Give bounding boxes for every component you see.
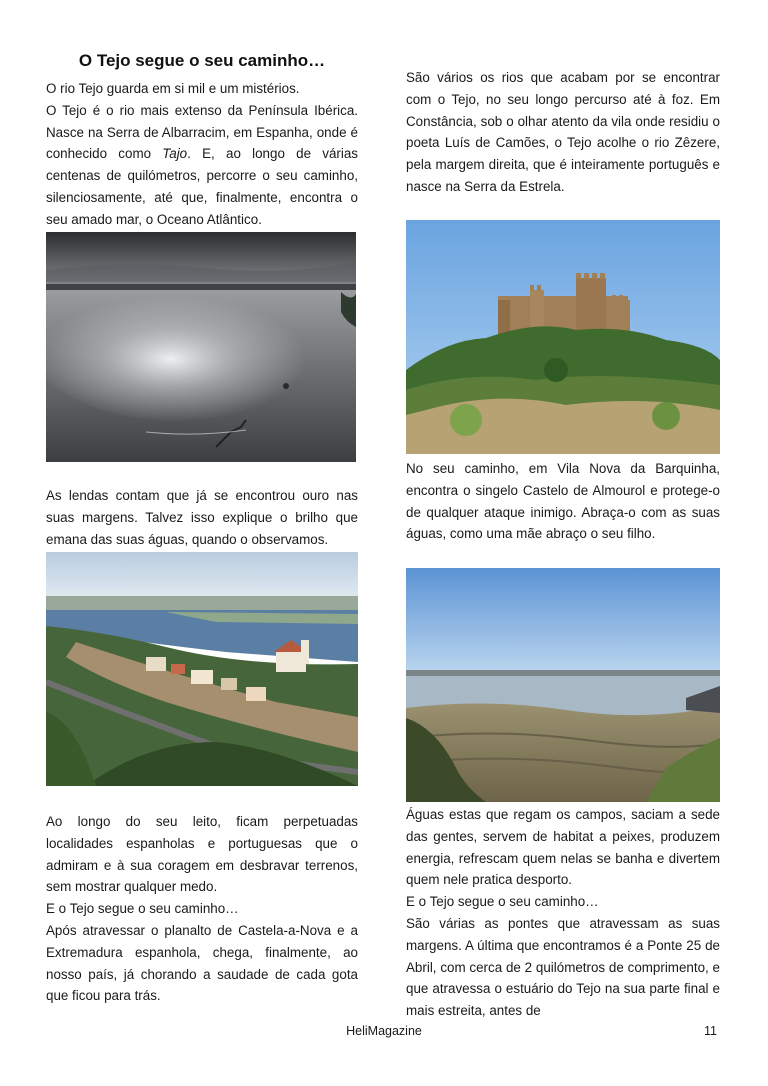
refrain-left: E o Tejo segue o seu caminho… [46, 901, 239, 917]
photo-town-river [46, 552, 358, 786]
bridges-paragraph: São várias as pontes que atravessam as suas margens. A última que encontramos é a Ponte 25 de Abril, com cerca de 2 quilómetros de comprimento, e que atravessa o estuário do Tejo na sua parte final e mais estreita, antes de [406, 915, 720, 1019]
waters-text [406, 804, 720, 1022]
photo-estuary-lowtide [406, 568, 720, 802]
legends-paragraph: As lendas contam que já se encontrou ouro nas suas margens. Talvez isso explique o brilho que emana das suas águas, quando o observamos. [46, 488, 358, 547]
intro-paragraph: O Tejo é o rio mais extenso da Península Ibérica. Nasce na Serra de Albarracim, em Espanha, onde é conhecido como Tajo. E, ao longo de várias centenas de quilómetros, percorre o seu caminho, silenciosamente, até que, finalmente, encontra o seu amado mar, o Oceano Atlântico. [46, 102, 359, 227]
intro-text [46, 78, 358, 231]
photo-river-sunset [46, 232, 356, 462]
magazine-name: HeliMagazine [346, 1024, 422, 1038]
waters-paragraph: Águas estas que regam os campos, saciam a sede das gentes, servem de habitat a peixes, produzem energia, refrescam quem nelas se banha e divertem quem nele pratica desporto. [406, 807, 720, 888]
course-text [46, 811, 358, 1007]
photo-almourol-castle [406, 220, 720, 454]
castle-paragraph: No seu caminho, em Vila Nova da Barquinha, encontra o singelo Castelo de Almourol e protege-o de qualquer ataque inimigo. Abraça-o com as suas águas, como uma mãe abraço o seu filho. [406, 461, 720, 542]
tajo-italic: Tajo [162, 146, 188, 162]
arrival-paragraph: Após atravessar o planalto de Castela-a-Nova e a Extremadura espanhola, chega, finalmente, ao nosso país, já chorando a saudade de cada gota que ficou para trás. [46, 922, 358, 1004]
refrain-right: E o Tejo segue o seu caminho… [406, 894, 599, 910]
course-paragraph: Ao longo do seu leito, ficam perpetuadas localidades espanholas e portuguesas que o admiram e à sua coragem em desbravar terrenos, sem mostrar qualquer medo. [46, 814, 358, 895]
tributaries-paragraph: São vários os rios que acabam por se encontrar com o Tejo, no seu longo percurso até à foz. Em Constância, sob o olhar atento da vila onde residiu o poeta Luís de Camões, o Tejo acolhe o rio Zêzere, pela margem direita, que é inteiramente português e nasce na Serra da Estrela. [406, 70, 720, 194]
page-number: 11 [704, 1024, 717, 1038]
intro-line: O rio Tejo guarda em si mil e um mistérios. [46, 81, 300, 96]
article-title: O Tejo segue o seu caminho… [78, 51, 326, 70]
